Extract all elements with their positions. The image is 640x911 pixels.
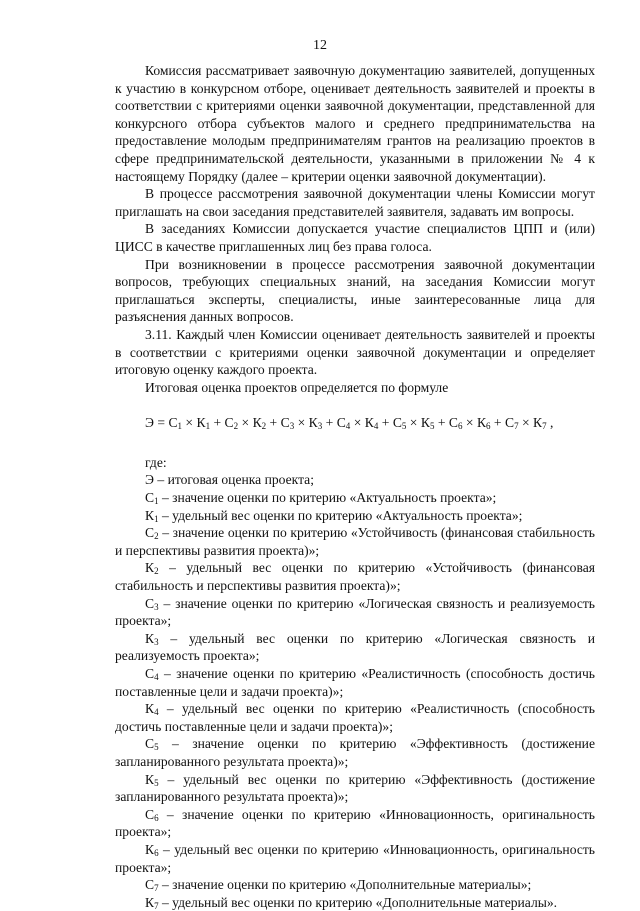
formula-term: $С_1 \times К_1$ <box>168 415 211 432</box>
paragraph-invite-representatives: В процессе рассмотрения заявочной документации члены Комиссии могут приглашать на свои заседания представителей заявителя, задавать им вопросы. <box>115 186 595 219</box>
definition-item: $С_3$ – значение оценки по критерию «Логическая связность и реализуемость проекта»; <box>115 595 595 629</box>
formula-term: $С_5 \times К_5$ <box>392 415 435 432</box>
definition-item: $К_7$ – удельный вес оценки по критерию «Дополнительные материалы». <box>145 894 558 911</box>
definition-item: $С_6$ – значение оценки по критерию «Инновационность, оригинальность проекта»; <box>115 806 595 840</box>
page-number: 12 <box>313 38 327 53</box>
definition-item: $К_4$ – удельный вес оценки по критерию «Реалистичность (способность достичь поставленные цели и задачи проекта)»; <box>115 701 595 734</box>
definition-item: $С_4$ – значение оценки по критерию «Реалистичность (способность достичь поставленные цели и задачи проекта)»; <box>115 666 595 699</box>
formula-term: $С_7 \times К_7$ <box>505 415 547 432</box>
paragraph-experts: При возникновении в процессе рассмотрения заявочной документации вопросов, требующих специальных знаний, на заседания Комиссии могут приглашаться эксперты, специалисты, иные заинтересованные лица для разъяснения данных вопросов. <box>115 256 595 325</box>
formula-term: $С_6 \times К_6$ <box>448 415 491 432</box>
formula-term: $С_3 \times К_3$ <box>280 415 323 432</box>
definition-item: $С_1$ – значение оценки по критерию «Актуальность проекта»; <box>145 490 497 507</box>
definition-item: $С_7$ – значение оценки по критерию «Дополнительные материалы»; <box>145 877 532 894</box>
formula-plus: + <box>210 415 225 431</box>
document-body <box>115 62 595 911</box>
formula-plus: + <box>266 415 281 431</box>
formula-plus: + <box>490 415 505 431</box>
paragraph-specialists: В заседаниях Комиссии допускается участие специалистов ЦПП и (или) ЦИСС в качестве приглашенных лиц без права голоса. <box>115 221 595 254</box>
definition-item: $К_1$ – удельный вес оценки по критерию «Актуальность проекта»; <box>145 507 523 524</box>
definition-item: $К_5$ – удельный вес оценки по критерию «Эффективность (достижение запланированного результата проекта)»; <box>115 771 595 805</box>
formula-lhs: Э = <box>145 415 169 431</box>
definition-item: $С_5$ – значение оценки по критерию «Эффективность (достижение запланированного результата проекта)»; <box>115 736 595 769</box>
definition-item: $К_6$ – удельный вес оценки по критерию «Инновационность, оригинальность проекта»; <box>115 841 595 875</box>
paragraph-3-11: 3.11. Каждый член Комиссии оценивает деятельность заявителей и проекты в соответствии с критериями оценки заявочной документации и определяет итоговую оценку каждого проекта. <box>115 326 595 378</box>
paragraph-formula-intro: Итоговая оценка проектов определяется по формуле <box>145 379 449 395</box>
score-formula <box>115 414 595 432</box>
definition-item: $С_2$ – значение оценки по критерию «Устойчивость (финансовая стабильность и перспективы развития проекта)»; <box>115 525 595 558</box>
formula-plus: + <box>378 415 393 431</box>
definition-item: $К_3$ – удельный вес оценки по критерию «Логическая связность и реализуемость проекта»; <box>115 630 595 664</box>
formula-term: $С_4 \times К_4$ <box>336 415 379 432</box>
definition-item: Э – итоговая оценка проекта; <box>145 472 314 488</box>
paragraph-commission-review: Комиссия рассматривает заявочную документацию заявителей, допущенных к участию в конкурсном отборе, оценивает деятельность заявителей и проекты в соответствии с критериями оценки заявочной документации, представленной для конкурсного отбора субъектов малого и среднего предпринимательства на предоставление молодым предпринимателям грантов на реализацию проектов в сфере предпринимательской деятельности, указанными в приложении № 4 к настоящему Порядку (далее – критерии оценки заявочной документации). <box>115 63 595 184</box>
definition-item: $К_2$ – удельный вес оценки по критерию «Устойчивость (финансовая стабильность и перспективы развития проекта)»; <box>115 560 595 594</box>
formula-term: $С_2 \times К_2$ <box>224 415 267 432</box>
where-label: где: <box>145 454 167 470</box>
definitions-list <box>115 471 595 911</box>
formula-end: , <box>546 415 554 431</box>
formula-plus: + <box>322 415 337 431</box>
formula-plus: + <box>434 415 449 431</box>
